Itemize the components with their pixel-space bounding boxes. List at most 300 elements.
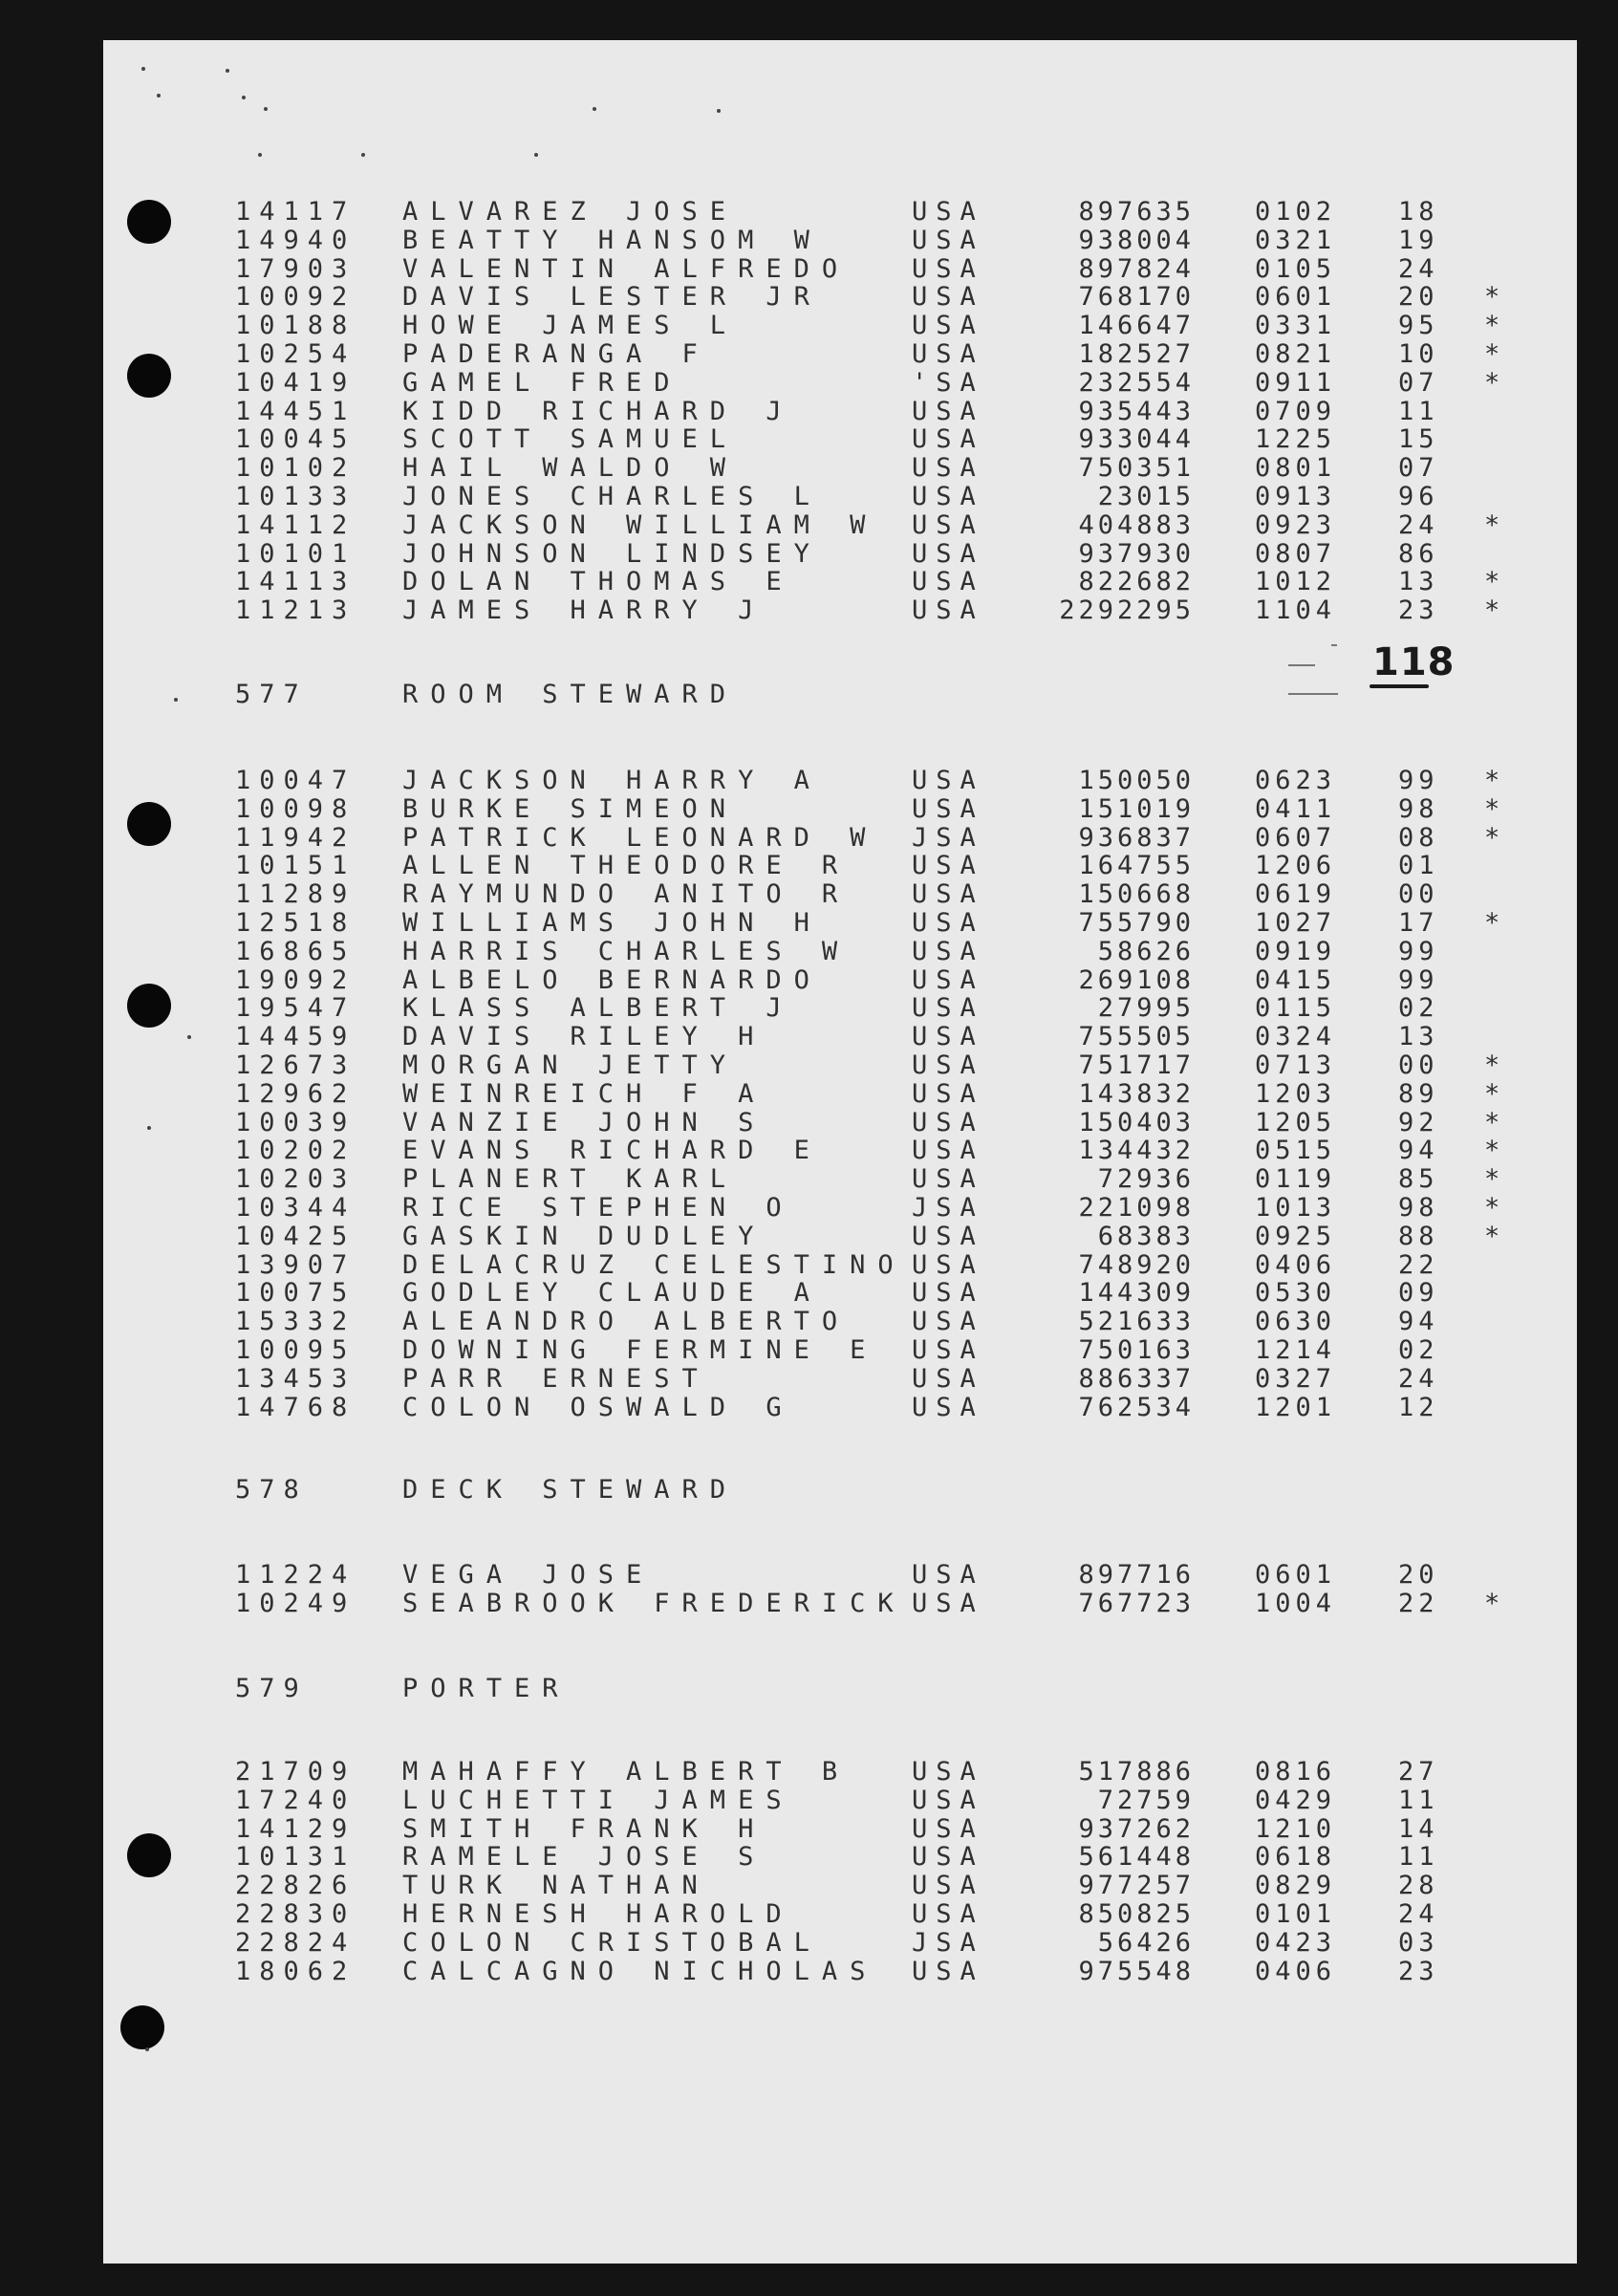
cell-code: 0331 — [1255, 311, 1337, 340]
scan-speck — [242, 96, 246, 99]
cell-name: JACKSON WILLIAM W — [402, 510, 878, 540]
table-row — [103, 795, 1577, 824]
table-row — [103, 966, 1577, 995]
cell-num: 933044 — [1078, 424, 1195, 454]
cell-v: 07 — [1398, 368, 1439, 398]
cell-cit: USA — [912, 993, 984, 1023]
table-row — [103, 596, 1577, 625]
table-row — [103, 1394, 1577, 1422]
cell-id: 15332 — [235, 1307, 356, 1336]
cell-v: 94 — [1398, 1307, 1439, 1336]
cell-name: GODLEY CLAUDE A — [402, 1278, 822, 1308]
cell-id: 14112 — [235, 510, 356, 540]
cell-code: 1206 — [1255, 851, 1337, 880]
cell-num: 269108 — [1078, 965, 1195, 995]
cell-code: 1225 — [1255, 424, 1337, 454]
cell-cit: USA — [912, 510, 984, 540]
cell-num: 755505 — [1078, 1022, 1195, 1051]
cell-name: PATRICK LEONARD W — [402, 823, 878, 853]
cell-name: RAYMUNDO ANITO R — [402, 879, 851, 909]
table-row — [103, 369, 1577, 398]
cell-star: * — [1484, 794, 1509, 824]
cell-num: 517886 — [1078, 1757, 1195, 1787]
table-row — [103, 994, 1577, 1023]
pencil-mark — [1288, 664, 1315, 666]
cell-cit: USA — [912, 596, 984, 625]
cell-star: * — [1484, 1136, 1509, 1165]
cell-name: VANZIE JOHN S — [402, 1108, 766, 1137]
cell-name: HOWE JAMES L — [402, 311, 739, 340]
cell-code: 1205 — [1255, 1108, 1337, 1137]
cell-id: 22824 — [235, 1928, 356, 1958]
cell-name: ALVAREZ JOSE — [402, 197, 739, 227]
section-code: 578 — [235, 1475, 308, 1505]
cell-num: 23015 — [1097, 482, 1195, 511]
cell-num: 751717 — [1078, 1051, 1195, 1080]
cell-name: JONES CHARLES L — [402, 482, 822, 511]
table-row — [103, 398, 1577, 426]
cell-code: 0429 — [1255, 1786, 1337, 1815]
cell-num: 762534 — [1078, 1393, 1195, 1422]
cell-star: * — [1484, 596, 1509, 625]
cell-code: 0406 — [1255, 1957, 1337, 1986]
table-row — [103, 454, 1577, 483]
cell-code: 0411 — [1255, 794, 1337, 824]
cell-code: 0713 — [1255, 1051, 1337, 1080]
table-row — [103, 1137, 1577, 1165]
cell-v: 24 — [1398, 1899, 1439, 1929]
cell-cit: USA — [912, 1757, 984, 1787]
cell-name: PARR ERNEST — [402, 1364, 710, 1394]
cell-code: 0601 — [1255, 282, 1337, 312]
section-code: 579 — [235, 1674, 308, 1703]
cell-v: 13 — [1398, 567, 1439, 596]
cell-star: * — [1484, 282, 1509, 312]
cell-v: 85 — [1398, 1164, 1439, 1194]
cell-num: 850825 — [1078, 1899, 1195, 1929]
cell-v: 94 — [1398, 1136, 1439, 1165]
cell-name: ALEANDRO ALBERTO — [402, 1307, 851, 1336]
punch-hole — [120, 2005, 164, 2049]
cell-num: 404883 — [1078, 510, 1195, 540]
cell-name: ALBELO BERNARDO — [402, 965, 822, 995]
table-row — [103, 255, 1577, 284]
cell-num: 143832 — [1078, 1079, 1195, 1109]
cell-cit: USA — [912, 1079, 984, 1109]
cell-num: 938004 — [1078, 226, 1195, 255]
cell-id: 18062 — [235, 1957, 356, 1986]
cell-cit: USA — [912, 197, 984, 227]
cell-cit: JSA — [912, 823, 984, 853]
cell-name: GASKIN DUDLEY — [402, 1222, 766, 1251]
cell-cit: USA — [912, 851, 984, 880]
table-row — [103, 425, 1577, 454]
section-title: DECK STEWARD — [402, 1475, 739, 1505]
cell-cit: USA — [912, 1307, 984, 1336]
cell-num: 886337 — [1078, 1364, 1195, 1394]
cell-star: * — [1484, 1079, 1509, 1109]
cell-num: 182527 — [1078, 339, 1195, 369]
cell-id: 17240 — [235, 1786, 356, 1815]
cell-id: 13907 — [235, 1250, 356, 1280]
cell-id: 11289 — [235, 879, 356, 909]
cell-id: 14940 — [235, 226, 356, 255]
cell-id: 10419 — [235, 368, 356, 398]
cell-v: 24 — [1398, 510, 1439, 540]
cell-v: 01 — [1398, 851, 1439, 880]
cell-code: 0807 — [1255, 539, 1337, 569]
cell-v: 07 — [1398, 453, 1439, 483]
table-row — [103, 1365, 1577, 1394]
cell-num: 150403 — [1078, 1108, 1195, 1137]
cell-id: 10254 — [235, 339, 356, 369]
table-row — [103, 1194, 1577, 1223]
cell-star: * — [1484, 311, 1509, 340]
cell-star: * — [1484, 1051, 1509, 1080]
cell-cit: USA — [912, 539, 984, 569]
cell-num: 935443 — [1078, 397, 1195, 426]
cell-id: 10101 — [235, 539, 356, 569]
table-row — [103, 1843, 1577, 1872]
table-row — [103, 283, 1577, 312]
cell-num: 72936 — [1097, 1164, 1195, 1194]
cell-star: * — [1484, 766, 1509, 795]
cell-star: * — [1484, 908, 1509, 938]
cell-cit: USA — [912, 1164, 984, 1194]
cell-star: * — [1484, 1108, 1509, 1137]
cell-id: 22826 — [235, 1871, 356, 1900]
table-row — [103, 568, 1577, 596]
cell-code: 0119 — [1255, 1164, 1337, 1194]
cell-code: 0102 — [1255, 197, 1337, 227]
cell-name: JOHNSON LINDSEY — [402, 539, 822, 569]
cell-code: 1210 — [1255, 1814, 1337, 1844]
cell-id: 21709 — [235, 1757, 356, 1787]
cell-id: 14113 — [235, 567, 356, 596]
cell-v: 89 — [1398, 1079, 1439, 1109]
cell-name: KIDD RICHARD J — [402, 397, 794, 426]
cell-code: 0406 — [1255, 1250, 1337, 1280]
cell-num: 2292295 — [1059, 596, 1195, 625]
cell-name: JAMES HARRY J — [402, 596, 766, 625]
cell-name: RAMELE JOSE S — [402, 1842, 766, 1872]
cell-num: 72759 — [1097, 1786, 1195, 1815]
cell-v: 10 — [1398, 339, 1439, 369]
cell-code: 0829 — [1255, 1871, 1337, 1900]
cell-cit: USA — [912, 766, 984, 795]
cell-id: 10249 — [235, 1589, 356, 1618]
cell-v: 11 — [1398, 1786, 1439, 1815]
cell-v: 22 — [1398, 1250, 1439, 1280]
cell-v: 11 — [1398, 397, 1439, 426]
scan-speck — [593, 107, 596, 111]
cell-num: 27995 — [1097, 993, 1195, 1023]
cell-name: SCOTT SAMUEL — [402, 424, 739, 454]
cell-num: 56426 — [1097, 1928, 1195, 1958]
cell-v: 03 — [1398, 1928, 1439, 1958]
cell-num: 561448 — [1078, 1842, 1195, 1872]
cell-id: 14451 — [235, 397, 356, 426]
cell-code: 1201 — [1255, 1393, 1337, 1422]
table-row — [103, 511, 1577, 540]
cell-star: * — [1484, 1193, 1509, 1223]
cell-cit: USA — [912, 1842, 984, 1872]
cell-num: 768170 — [1078, 282, 1195, 312]
scan-speck — [145, 2047, 149, 2051]
cell-code: 0619 — [1255, 879, 1337, 909]
cell-num: 144309 — [1078, 1278, 1195, 1308]
cell-id: 17903 — [235, 254, 356, 284]
cell-name: ALLEN THEODORE R — [402, 851, 851, 880]
cell-cit: USA — [912, 482, 984, 511]
cell-star: * — [1484, 567, 1509, 596]
cell-code: 0601 — [1255, 1560, 1337, 1590]
cell-cit: USA — [912, 282, 984, 312]
cell-cit: USA — [912, 1278, 984, 1308]
table-row — [103, 1223, 1577, 1251]
cell-num: 150668 — [1078, 879, 1195, 909]
cell-code: 1104 — [1255, 596, 1337, 625]
table-row — [103, 1080, 1577, 1109]
table-row — [103, 1165, 1577, 1194]
cell-v: 27 — [1398, 1757, 1439, 1787]
table-row — [103, 1308, 1577, 1336]
cell-name: SEABROOK FREDERICK — [402, 1589, 906, 1618]
table-row — [103, 198, 1577, 227]
cell-v: 23 — [1398, 1957, 1439, 1986]
table-row — [103, 1561, 1577, 1590]
cell-num: 975548 — [1078, 1957, 1195, 1986]
cell-name: DOLAN THOMAS E — [402, 567, 794, 596]
cell-cit: USA — [912, 794, 984, 824]
cell-code: 0919 — [1255, 937, 1337, 966]
cell-v: 18 — [1398, 197, 1439, 227]
table-row — [103, 938, 1577, 966]
cell-code: 0911 — [1255, 368, 1337, 398]
table-row — [103, 1900, 1577, 1929]
cell-id: 10425 — [235, 1222, 356, 1251]
cell-num: 521633 — [1078, 1307, 1195, 1336]
cell-name: BEATTY HANSOM W — [402, 226, 822, 255]
cell-cit: USA — [912, 879, 984, 909]
cell-id: 12673 — [235, 1051, 356, 1080]
cell-id: 10203 — [235, 1164, 356, 1194]
table-row — [103, 1590, 1577, 1618]
cell-name: SMITH FRANK H — [402, 1814, 766, 1844]
cell-name: KLASS ALBERT J — [402, 993, 794, 1023]
table-row — [103, 1251, 1577, 1280]
cell-code: 1013 — [1255, 1193, 1337, 1223]
cell-cit: USA — [912, 567, 984, 596]
cell-cit: USA — [912, 1814, 984, 1844]
cell-cit: USA — [912, 254, 984, 284]
cell-code: 0923 — [1255, 510, 1337, 540]
table-row — [103, 483, 1577, 511]
cell-cit: USA — [912, 226, 984, 255]
cell-id: 19547 — [235, 993, 356, 1023]
section-header — [103, 1476, 1577, 1505]
cell-v: 15 — [1398, 424, 1439, 454]
scan-speck — [264, 107, 268, 111]
cell-cit: JSA — [912, 1928, 984, 1958]
cell-id: 14129 — [235, 1814, 356, 1844]
cell-name: MAHAFFY ALBERT B — [402, 1757, 851, 1787]
cell-code: 1012 — [1255, 567, 1337, 596]
cell-id: 10188 — [235, 311, 356, 340]
cell-num: 937262 — [1078, 1814, 1195, 1844]
cell-name: RICE STEPHEN O — [402, 1193, 794, 1223]
table-row — [103, 1758, 1577, 1787]
table-row — [103, 1109, 1577, 1137]
cell-id: 16865 — [235, 937, 356, 966]
scan-speck — [226, 69, 229, 73]
cell-num: 755790 — [1078, 908, 1195, 938]
cell-v: 11 — [1398, 1842, 1439, 1872]
cell-v: 13 — [1398, 1022, 1439, 1051]
section-code: 577 — [235, 680, 308, 709]
cell-id: 11942 — [235, 823, 356, 853]
scan-speck — [717, 109, 721, 113]
cell-code: 0321 — [1255, 226, 1337, 255]
cell-name: HERNESH HAROLD — [402, 1899, 794, 1929]
cell-id: 10047 — [235, 766, 356, 795]
cell-code: 0925 — [1255, 1222, 1337, 1251]
cell-id: 10102 — [235, 453, 356, 483]
table-row — [103, 852, 1577, 880]
cell-cit: USA — [912, 1108, 984, 1137]
cell-cit: USA — [912, 1957, 984, 1986]
cell-cit: USA — [912, 1560, 984, 1590]
cell-v: 24 — [1398, 254, 1439, 284]
cell-v: 02 — [1398, 993, 1439, 1023]
cell-cit: USA — [912, 453, 984, 483]
cell-cit: USA — [912, 339, 984, 369]
table-row — [103, 1958, 1577, 1986]
cell-name: DAVIS LESTER JR — [402, 282, 822, 312]
cell-code: 0423 — [1255, 1928, 1337, 1958]
cell-v: 92 — [1398, 1108, 1439, 1137]
cell-code: 0324 — [1255, 1022, 1337, 1051]
scan-speck — [258, 153, 262, 157]
cell-name: WEINREICH F A — [402, 1079, 766, 1109]
cell-cit: USA — [912, 397, 984, 426]
cell-num: 151019 — [1078, 794, 1195, 824]
cell-num: 767723 — [1078, 1589, 1195, 1618]
cell-cit: USA — [912, 908, 984, 938]
cell-name: DELACRUZ CELESTINO — [402, 1250, 906, 1280]
table-row — [103, 1336, 1577, 1365]
cell-cit: USA — [912, 937, 984, 966]
cell-cit: 'SA — [912, 368, 984, 398]
cell-num: 897824 — [1078, 254, 1195, 284]
cell-cit: USA — [912, 1899, 984, 1929]
cell-v: 88 — [1398, 1222, 1439, 1251]
cell-code: 0618 — [1255, 1842, 1337, 1872]
cell-v: 23 — [1398, 596, 1439, 625]
table-row — [103, 1051, 1577, 1080]
cell-id: 19092 — [235, 965, 356, 995]
cell-star: * — [1484, 1164, 1509, 1194]
cell-code: 1203 — [1255, 1079, 1337, 1109]
cell-code: 0709 — [1255, 397, 1337, 426]
cell-v: 19 — [1398, 226, 1439, 255]
cell-cit: USA — [912, 1871, 984, 1900]
cell-num: 897635 — [1078, 197, 1195, 227]
cell-star: * — [1484, 368, 1509, 398]
cell-name: EVANS RICHARD E — [402, 1136, 822, 1165]
table-row — [103, 227, 1577, 255]
cell-id: 14459 — [235, 1022, 356, 1051]
cell-code: 0801 — [1255, 453, 1337, 483]
cell-cit: USA — [912, 1335, 984, 1365]
cell-cit: USA — [912, 1222, 984, 1251]
cell-name: CALCAGNO NICHOLAS — [402, 1957, 878, 1986]
cell-id: 10202 — [235, 1136, 356, 1165]
cell-star: * — [1484, 339, 1509, 369]
cell-code: 1004 — [1255, 1589, 1337, 1618]
cell-code: 0115 — [1255, 993, 1337, 1023]
pencil-mark — [1331, 644, 1337, 646]
cell-cit: USA — [912, 1589, 984, 1618]
cell-v: 99 — [1398, 766, 1439, 795]
cell-id: 10095 — [235, 1335, 356, 1365]
cell-id: 10344 — [235, 1193, 356, 1223]
cell-name: VALENTIN ALFREDO — [402, 254, 851, 284]
cell-name: COLON CRISTOBAL — [402, 1928, 822, 1958]
cell-name: JACKSON HARRY A — [402, 766, 822, 795]
cell-v: 12 — [1398, 1393, 1439, 1422]
cell-id: 10039 — [235, 1108, 356, 1137]
cell-v: 00 — [1398, 1051, 1439, 1080]
cell-id: 14768 — [235, 1393, 356, 1422]
cell-num: 68383 — [1097, 1222, 1195, 1251]
cell-id: 10092 — [235, 282, 356, 312]
page-number: 118 — [1372, 640, 1456, 684]
cell-code: 0530 — [1255, 1278, 1337, 1308]
cell-v: 98 — [1398, 1193, 1439, 1223]
cell-num: 134432 — [1078, 1136, 1195, 1165]
cell-star: * — [1484, 823, 1509, 853]
cell-v: 22 — [1398, 1589, 1439, 1618]
table-row — [103, 1023, 1577, 1051]
cell-num: 58626 — [1097, 937, 1195, 966]
section-title: ROOM STEWARD — [402, 680, 739, 709]
document-page — [103, 40, 1577, 2264]
table-row — [103, 824, 1577, 853]
cell-id: 13453 — [235, 1364, 356, 1394]
cell-code: 0816 — [1255, 1757, 1337, 1787]
table-row — [103, 340, 1577, 369]
cell-name: BURKE SIMEON — [402, 794, 739, 824]
table-row — [103, 909, 1577, 938]
cell-v: 95 — [1398, 311, 1439, 340]
table-row — [103, 540, 1577, 569]
cell-id: 12962 — [235, 1079, 356, 1109]
cell-v: 17 — [1398, 908, 1439, 938]
cell-num: 897716 — [1078, 1560, 1195, 1590]
cell-v: 99 — [1398, 937, 1439, 966]
table-row — [103, 1872, 1577, 1900]
section-header — [103, 681, 1577, 709]
cell-star: * — [1484, 510, 1509, 540]
cell-cit: USA — [912, 1250, 984, 1280]
section-header — [103, 1675, 1577, 1703]
cell-code: 0913 — [1255, 482, 1337, 511]
scan-speck — [157, 94, 161, 97]
cell-cit: USA — [912, 311, 984, 340]
table-row — [103, 1279, 1577, 1308]
cell-v: 02 — [1398, 1335, 1439, 1365]
